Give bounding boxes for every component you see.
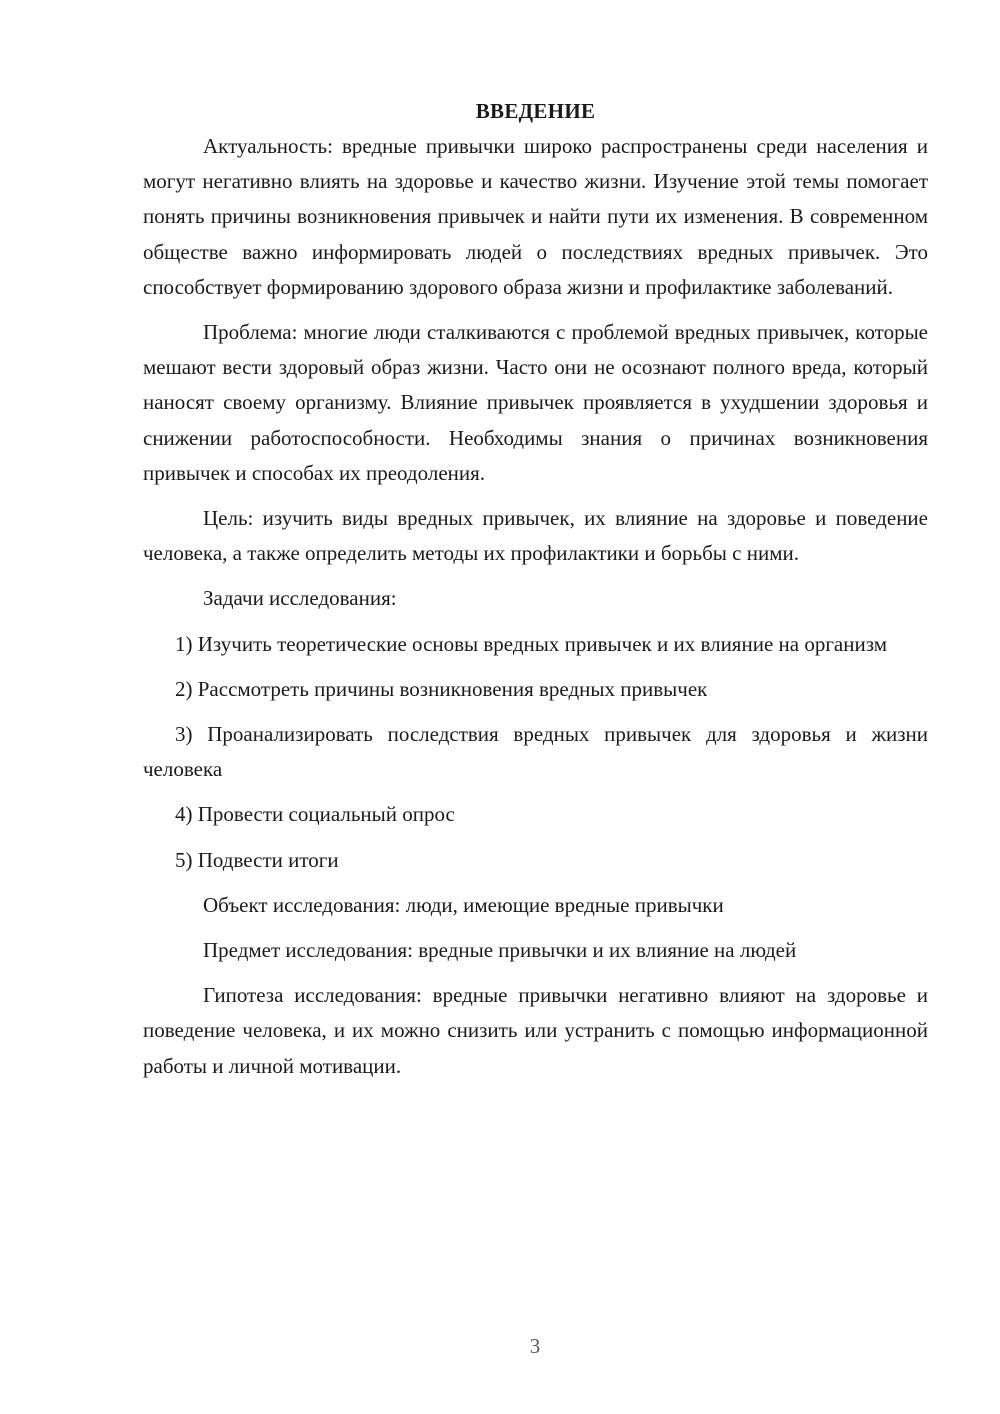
paragraph-hypothesis: Гипотеза исследования: вредные привычки негативно влияют на здоровье и поведение человека, и их можно снизить или устранить с помощью информационной работы и личной мотивации. [143, 983, 928, 1078]
paragraph-subject: Предмет исследования: вредные привычки и их влияние на людей [203, 938, 797, 963]
paragraph-tasks-intro: Задачи исследования: [203, 586, 397, 611]
paragraph-goal: Цель: изучить виды вредных привычек, их влияние на здоровье и поведение человека, а также определить методы их профилактики и борьбы с ними. [143, 506, 928, 566]
paragraph-relevance: Актуальность: вредные привычки широко распространены среди населения и могут негативно влиять на здоровье и качество жизни. Изучение этой темы помогает понять причины возникновения привычек и найти пути их изменения. В современном обществе важно информировать людей о последствиях вредных привычек. Это способствует формированию здорового образа жизни и профилактике заболеваний. [143, 134, 928, 299]
paragraph-object: Объект исследования: люди, имеющие вредные привычки [203, 892, 724, 917]
section-heading: ВВЕДЕНИЕ [475, 99, 596, 123]
task-item: 4) Провести социальный опрос [175, 802, 455, 827]
task-item: 2) Рассмотреть причины возникновения вредных привычек [175, 676, 708, 701]
paragraph-problem: Проблема: многие люди сталкиваются с проблемой вредных привычек, которые мешают вести здоровый образ жизни. Часто они не осознают полного вреда, который наносят своему организму. Влияние привычек проявляется в ухудшении здоровья и снижении работоспособности. Необходимы знания о причинах возникновения привычек и способах их преодоления. [143, 320, 928, 485]
page-number: 3 [529, 1334, 541, 1358]
task-item: 5) Подвести итоги [175, 847, 339, 872]
document-page [143, 96, 928, 1094]
task-item: 1) Изучить теоретические основы вредных привычек и их влияние на организм [175, 631, 888, 656]
task-item: 3) Проанализировать последствия вредных привычек для здоровья и жизни человека [143, 722, 928, 782]
